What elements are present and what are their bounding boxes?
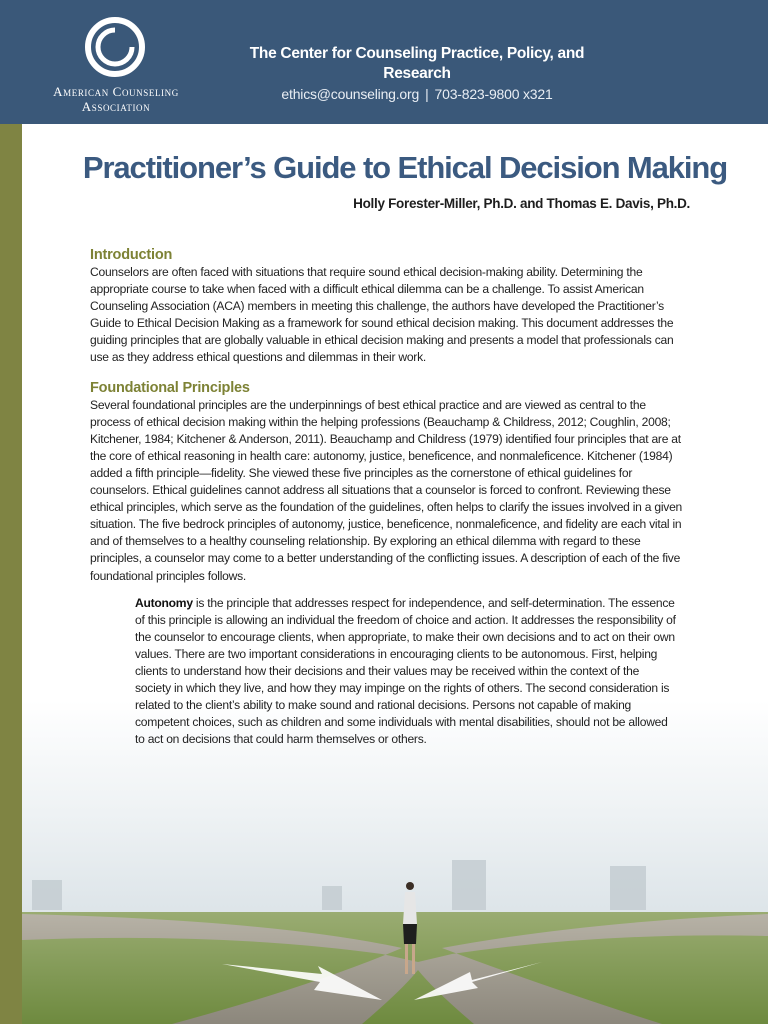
org-contact	[222, 84, 612, 104]
logo-line-1: American Counseling	[53, 84, 179, 99]
document-authors: Holly Forester-Miller, Ph.D. and Thomas E. Davis, Ph.D.	[353, 196, 690, 211]
logo-line-2: Association	[81, 99, 151, 114]
section-heading-introduction: Introduction	[90, 247, 173, 263]
org-name: The Center for Counseling Practice, Policy, and Research	[249, 45, 585, 82]
header-banner	[0, 0, 768, 124]
autonomy-term: Autonomy	[135, 595, 193, 610]
autonomy-text: is the principle that addresses respect for independence, and self-determination. The essence of this principle is allowing an individual the freedom of choice and action. It addresses the responsibility of the counselor to encourage clients, when appropriate, to make their own decisions and to act on their own values. There are two important considerations in encouraging clients to be autonomous. First, helping clients to understand how their decisions and their values may be received within the context of the society in which they live, and how they may impinge on the rights of others. The second consideration is related to the client’s ability to make sound and rational decisions. Persons not capable of making competent choices, such as children and some individuals with mental disabilities, should not be allowed to act on decisions that could harm themselves or others.	[135, 595, 676, 747]
logo-wordmark	[14, 84, 218, 114]
contact-phone[interactable]: 703-823-9800 x321	[434, 86, 553, 102]
aca-ring-icon	[84, 16, 146, 78]
autonomy-paragraph	[135, 595, 677, 749]
main-content	[90, 246, 686, 748]
introduction-paragraph: Counselors are often faced with situations that require sound ethical decision-making ability. Determining the appropriate course to take when faced with a difficult ethical dilemma can be a challenge. To assist American Counseling Association (ACA) members in meeting this challenge, the authors have developed the Practitioner’s Guide to Ethical Decision Making as a framework for sound ethical decision making. This document addresses the guiding principles that are globally valuable in ethical decision making and presents a model that professionals can use as they address ethical questions and dilemmas in their work.	[90, 265, 674, 365]
contact-separator: |	[425, 86, 429, 102]
contact-email[interactable]: ethics@counseling.org	[281, 86, 420, 102]
document-title: Practitioner’s Guide to Ethical Decision Making	[82, 150, 728, 185]
org-info	[222, 44, 612, 104]
side-accent-bar	[0, 124, 22, 1024]
aca-logo[interactable]	[14, 14, 218, 118]
foundational-principles-paragraph: Several foundational principles are the underpinnings of best ethical practice and are viewed as central to the process of ethical decision making within the helping professions (Beauchamp & Childress, 2012; Coughlin, 2008; Kitchener, 1984; Kitchener & Anderson, 2011). Beauchamp and Childress (1979) identified four principles that are at the core of ethical reasoning in health care: autonomy, justice, beneficence, and nonmaleficence. Kitchener (1984) added a fifth principle—fidelity. She viewed these five principles as the cornerstone of ethical guidelines for counselors. Ethical guidelines cannot address all situations that a counselor is forced to confront. Reviewing these ethical principles, which serve as the foundation of the guidelines, often helps to clarify the issues involved in a given situation. The five bedrock principles of autonomy, justice, beneficence, nonmaleficence, and fidelity are each vital in and of themselves to a healthy counseling relationship. By exploring an ethical dilemma with regard to these principles, a counselor may come to a better understanding of the conflicting issues. A description of each of the five foundational principles follows.	[90, 397, 683, 583]
crossroads-illustration	[22, 700, 768, 1024]
section-heading-foundational-principles: Foundational Principles	[90, 379, 250, 396]
